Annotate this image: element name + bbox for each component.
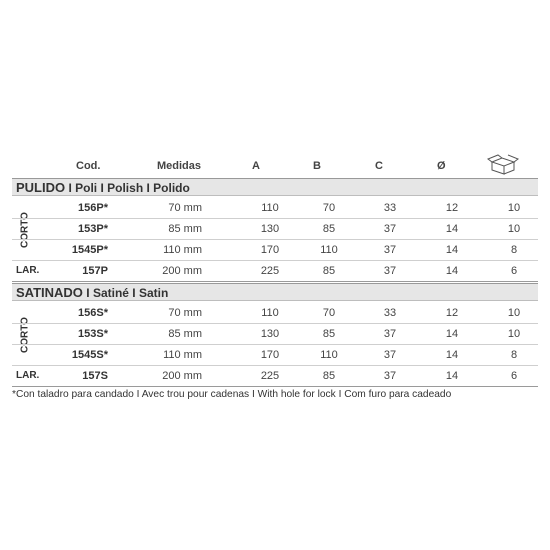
cell-o: 14 [445,328,459,340]
section-subtitle: I Satiné I Satin [86,286,169,300]
cell-box: 8 [510,349,518,361]
cell-o: 14 [445,265,459,277]
header-b: B [313,160,321,172]
cell-box: 10 [507,202,521,214]
section-title: SATINADO [16,285,83,300]
footnote: *Con taladro para candado I Avec trou pour cadenas I With hole for lock I Com furo para cadeado [12,389,452,400]
cell-a: 110 [261,307,279,319]
group-label-corto: CORTO [19,211,31,248]
table-row [12,261,538,282]
header-c: C [375,160,383,172]
header-o: Ø [437,160,446,172]
cell-box: 10 [507,328,521,340]
cell-medida: 200 mm [162,265,202,277]
header-medidas: Medidas [157,160,202,172]
cell-o: 14 [445,349,459,361]
cell-code: 153S* [78,328,108,340]
cell-b: 85 [322,328,336,340]
cell-o: 12 [445,307,459,319]
table-header [12,156,538,178]
cell-box: 8 [510,244,518,256]
section-header-satinado [12,283,538,301]
table-row [12,324,538,345]
cell-medida: 70 mm [168,202,202,214]
cell-o: 14 [445,244,459,256]
cell-code: 156P* [78,202,108,214]
cell-c: 37 [383,328,397,340]
cell-b: 70 [322,202,336,214]
cell-c: 37 [383,265,397,277]
cell-c: 37 [383,370,397,382]
cell-medida: 70 mm [168,307,202,319]
cell-b: 85 [322,223,336,235]
cell-o: 14 [445,223,459,235]
row-label: LAR. [16,370,40,381]
cell-a: 225 [260,370,280,382]
row-label: LAR. [16,265,40,276]
section-header-pulido [12,178,538,196]
cell-c: 37 [383,244,397,256]
section-title: PULIDO [16,180,66,195]
cell-box: 6 [510,265,518,277]
table-row [12,303,538,324]
table-row [12,240,538,261]
cell-medida: 200 mm [162,370,202,382]
cell-a: 130 [260,328,280,340]
cell-a: 225 [260,265,280,277]
cell-c: 37 [383,349,397,361]
cell-b: 70 [322,307,336,319]
table-row [12,345,538,366]
cell-b: 110 [320,349,338,361]
cell-a: 170 [260,244,280,256]
cell-medida: 110 mm [163,244,202,256]
header-cod: Cod. [76,160,101,172]
cell-c: 33 [383,307,397,319]
group-label-corto: CORTO [19,316,31,353]
table-row [12,198,538,219]
cell-c: 33 [383,202,397,214]
cell-code: 1545P* [71,244,108,256]
cell-c: 37 [383,223,397,235]
table-row [12,219,538,240]
cell-o: 12 [445,202,459,214]
cell-b: 85 [322,370,336,382]
cell-medida: 85 mm [168,223,202,235]
cell-box: 10 [507,307,521,319]
cell-a: 130 [260,223,280,235]
box-icon [486,154,520,176]
cell-box: 6 [510,370,518,382]
cell-box: 10 [507,223,521,235]
cell-b: 85 [322,265,336,277]
cell-a: 170 [260,349,280,361]
cell-b: 110 [320,244,338,256]
cell-code: 153P* [78,223,108,235]
cell-code: 157P [82,265,108,277]
section-subtitle: I Poli I Polish I Polido [68,181,190,195]
cell-medida: 85 mm [168,328,202,340]
cell-o: 14 [445,370,459,382]
table-row [12,366,538,387]
cell-code: 1545S* [71,349,108,361]
cell-code: 156S* [78,307,108,319]
cell-medida: 110 mm [163,349,202,361]
cell-code: 157S [82,370,108,382]
cell-a: 110 [261,202,279,214]
header-a: A [252,160,260,172]
